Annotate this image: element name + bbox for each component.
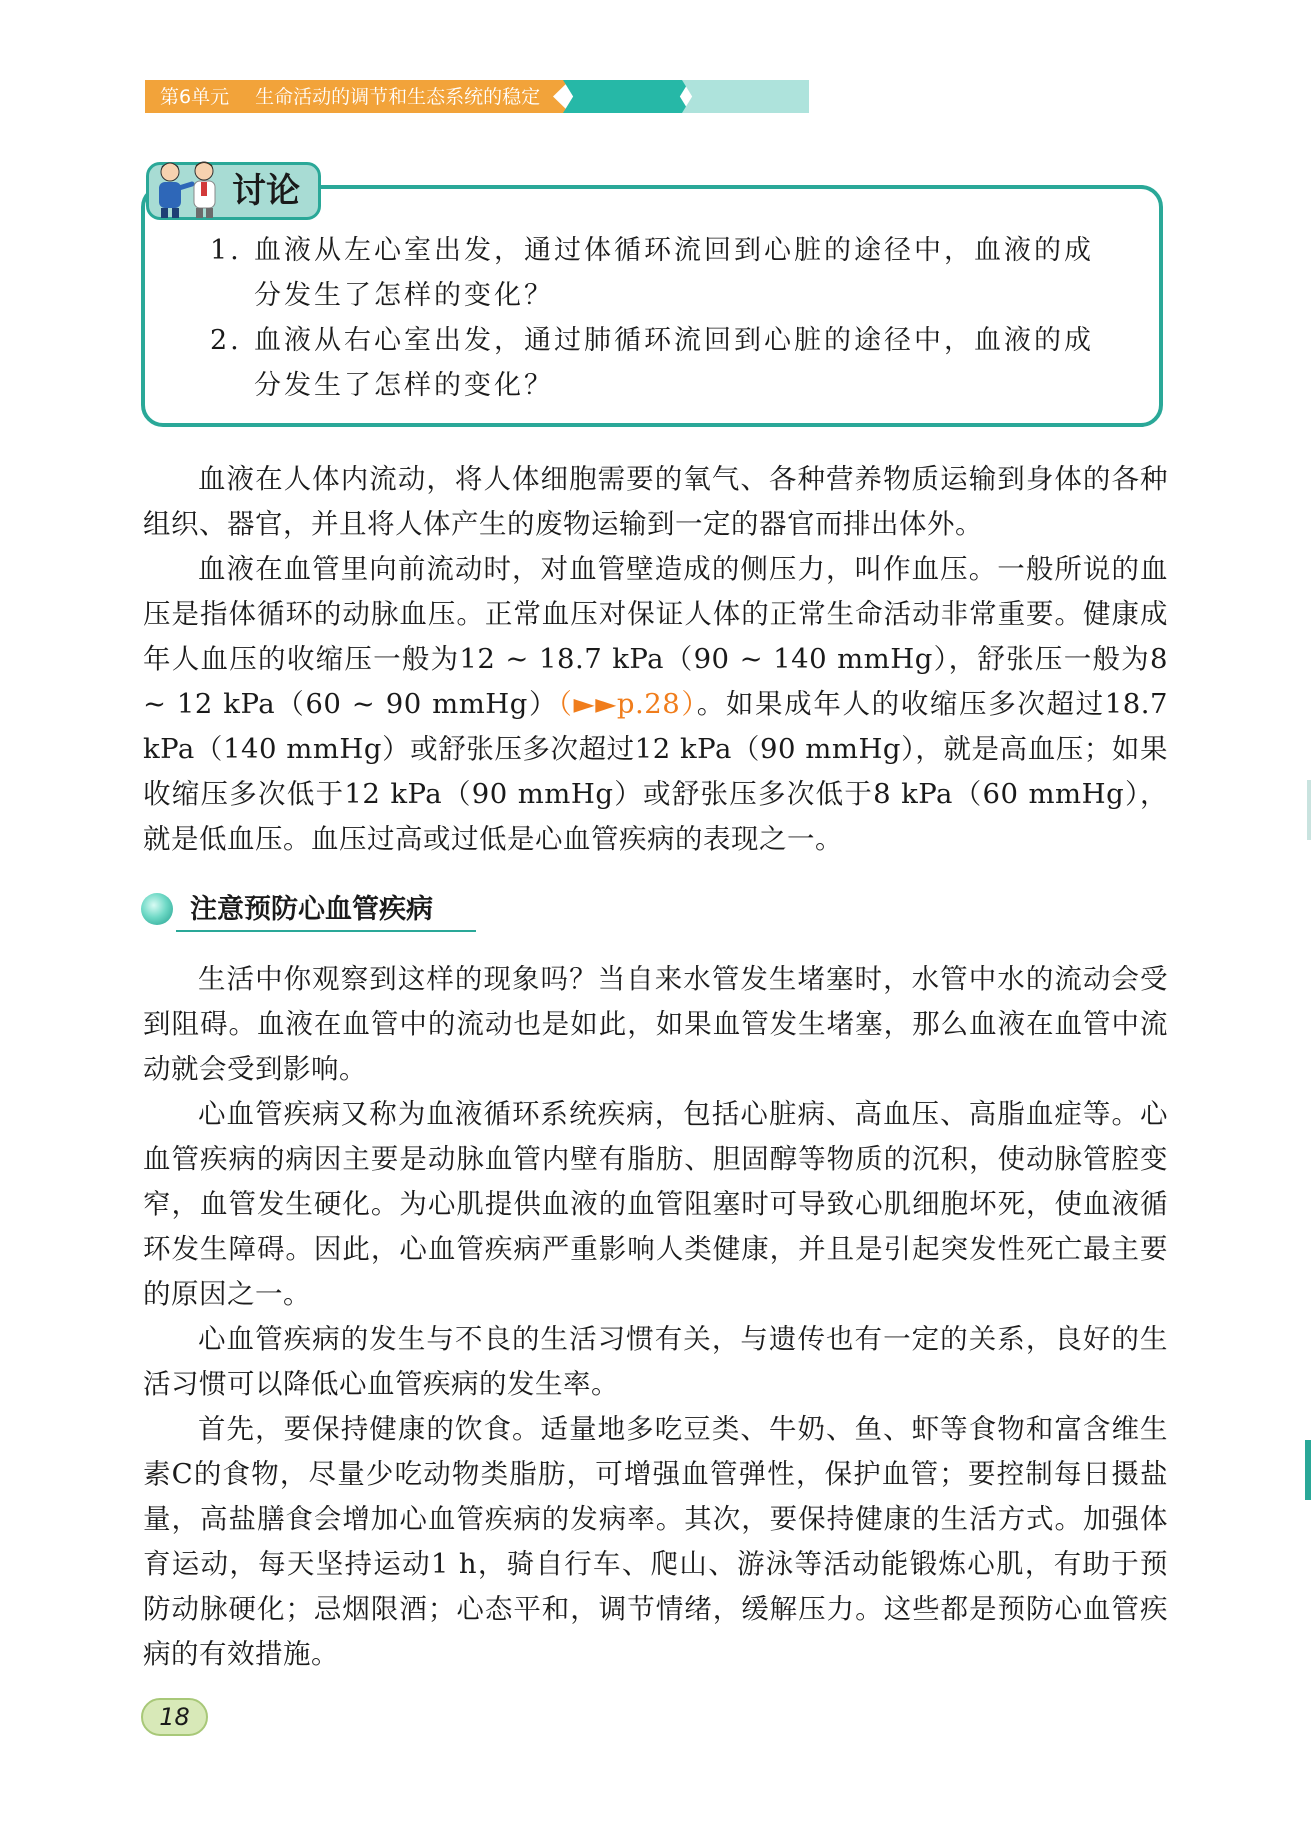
header-band-light-teal [682,80,809,113]
paragraph-water-pipe: 生活中你观察到这样的现象吗？当自来水管发生堵塞时，水管中水的流动会受到阻碍。血液在血管中的流动也是如此，如果血管发生堵塞，那么血液在血管中流动就会受到影响。 [143,963,1168,1085]
section-title: 注意预防心血管疾病 [190,894,433,925]
question-number: 1. [210,235,242,266]
paragraph-prevention: 首先，要保持健康的饮食。适量地多吃豆类、牛奶、鱼、虾等食物和富含维生素C的食物，尽量少吃动物类脂肪，可增强血管弹性，保护血管；要控制每日摄盐量，高盐膳食会增加心血管疾病的发病率。其次，要保持健康的生活方式。加强体育运动，每天坚持运动1 h，骑自行车、爬山、游泳等活动能锻炼心肌，有助于预防动脉硬化；忌烟限酒；心态平和，调节情绪，缓解压力。这些都是预防心血管疾病的有效措施。 [143,1413,1168,1670]
paragraph-blood-flow: 血液在人体内流动，将人体细胞需要的氧气、各种营养物质运输到身体的各种组织、器官，并且将人体产生的废物运输到一定的器官而排出体外。 [143,463,1168,540]
discussion-question-2 [210,318,1110,408]
students-discussing-icon [150,158,224,220]
question-text-line1: 血液从右心室出发，通过肺循环流回到心脏的途径中，血液的成 [254,325,1094,356]
page-number: 18 [141,1698,208,1736]
discussion-title: 讨论 [232,171,300,211]
question-text-line2: 分发生了怎样的变化？ [254,280,554,311]
header-band-teal [563,80,690,113]
running-header [160,82,540,112]
question-text-line2: 分发生了怎样的变化？ [254,370,554,401]
question-number: 2. [210,325,242,356]
page-reference-link[interactable]: （►►p.28） [558,688,697,720]
edge-mark [1307,780,1311,840]
section-bullet-icon [141,893,173,925]
bp-text-part1: 血液在血管里向前流动时，对血管壁造成的侧压力，叫作血压。一般所说的血压是指体循环的动脉血压。正常血压对保证人体的正常生命活动非常重要。健康成年人血压的收缩压一般为12 ~ 18.7 kPa（90 ~ 140 mmHg），舒张压一般为8 ~ 12 kPa（60 ~ 90 mmHg） [143,553,1168,720]
paragraph-blood-pressure [143,547,1168,862]
question-text-line1: 血液从左心室出发，通过体循环流回到心脏的途径中，血液的成 [254,235,1094,266]
paragraph-cardiovascular-disease: 心血管疾病又称为血液循环系统疾病，包括心脏病、高血压、高脂血症等。心血管疾病的病因主要是动脉血管内壁有脂肪、胆固醇等物质的沉积，使动脉管腔变窄，血管发生硬化。为心肌提供血液的血管阻塞时可导致心肌细胞坏死，使血液循环发生障碍。因此，心血管疾病严重影响人类健康，并且是引起突发性死亡最主要的原因之一。 [143,1098,1168,1310]
unit-label: 第6单元 [160,86,230,108]
edge-mark [1305,1440,1311,1500]
discussion-question-1 [210,228,1110,318]
paragraph-lifestyle: 心血管疾病的发生与不良的生活习惯有关，与遗传也有一定的关系，良好的生活习惯可以降低心血管疾病的发生率。 [143,1323,1168,1400]
section-underline [176,930,476,932]
unit-title: 生命活动的调节和生态系统的稳定 [255,86,541,108]
bp-text-part2: 。如果成年人的收缩压多次超过18.7 kPa（140 mmHg）或舒张压多次超过12 kPa（90 mmHg），就是高血压；如果收缩压多次低于12 kPa（90 mmHg）或舒张压多次低于8 kPa（60 mmHg），就是低血压。血压过高或过低是心血管疾病的表现之一。 [143,688,1168,855]
